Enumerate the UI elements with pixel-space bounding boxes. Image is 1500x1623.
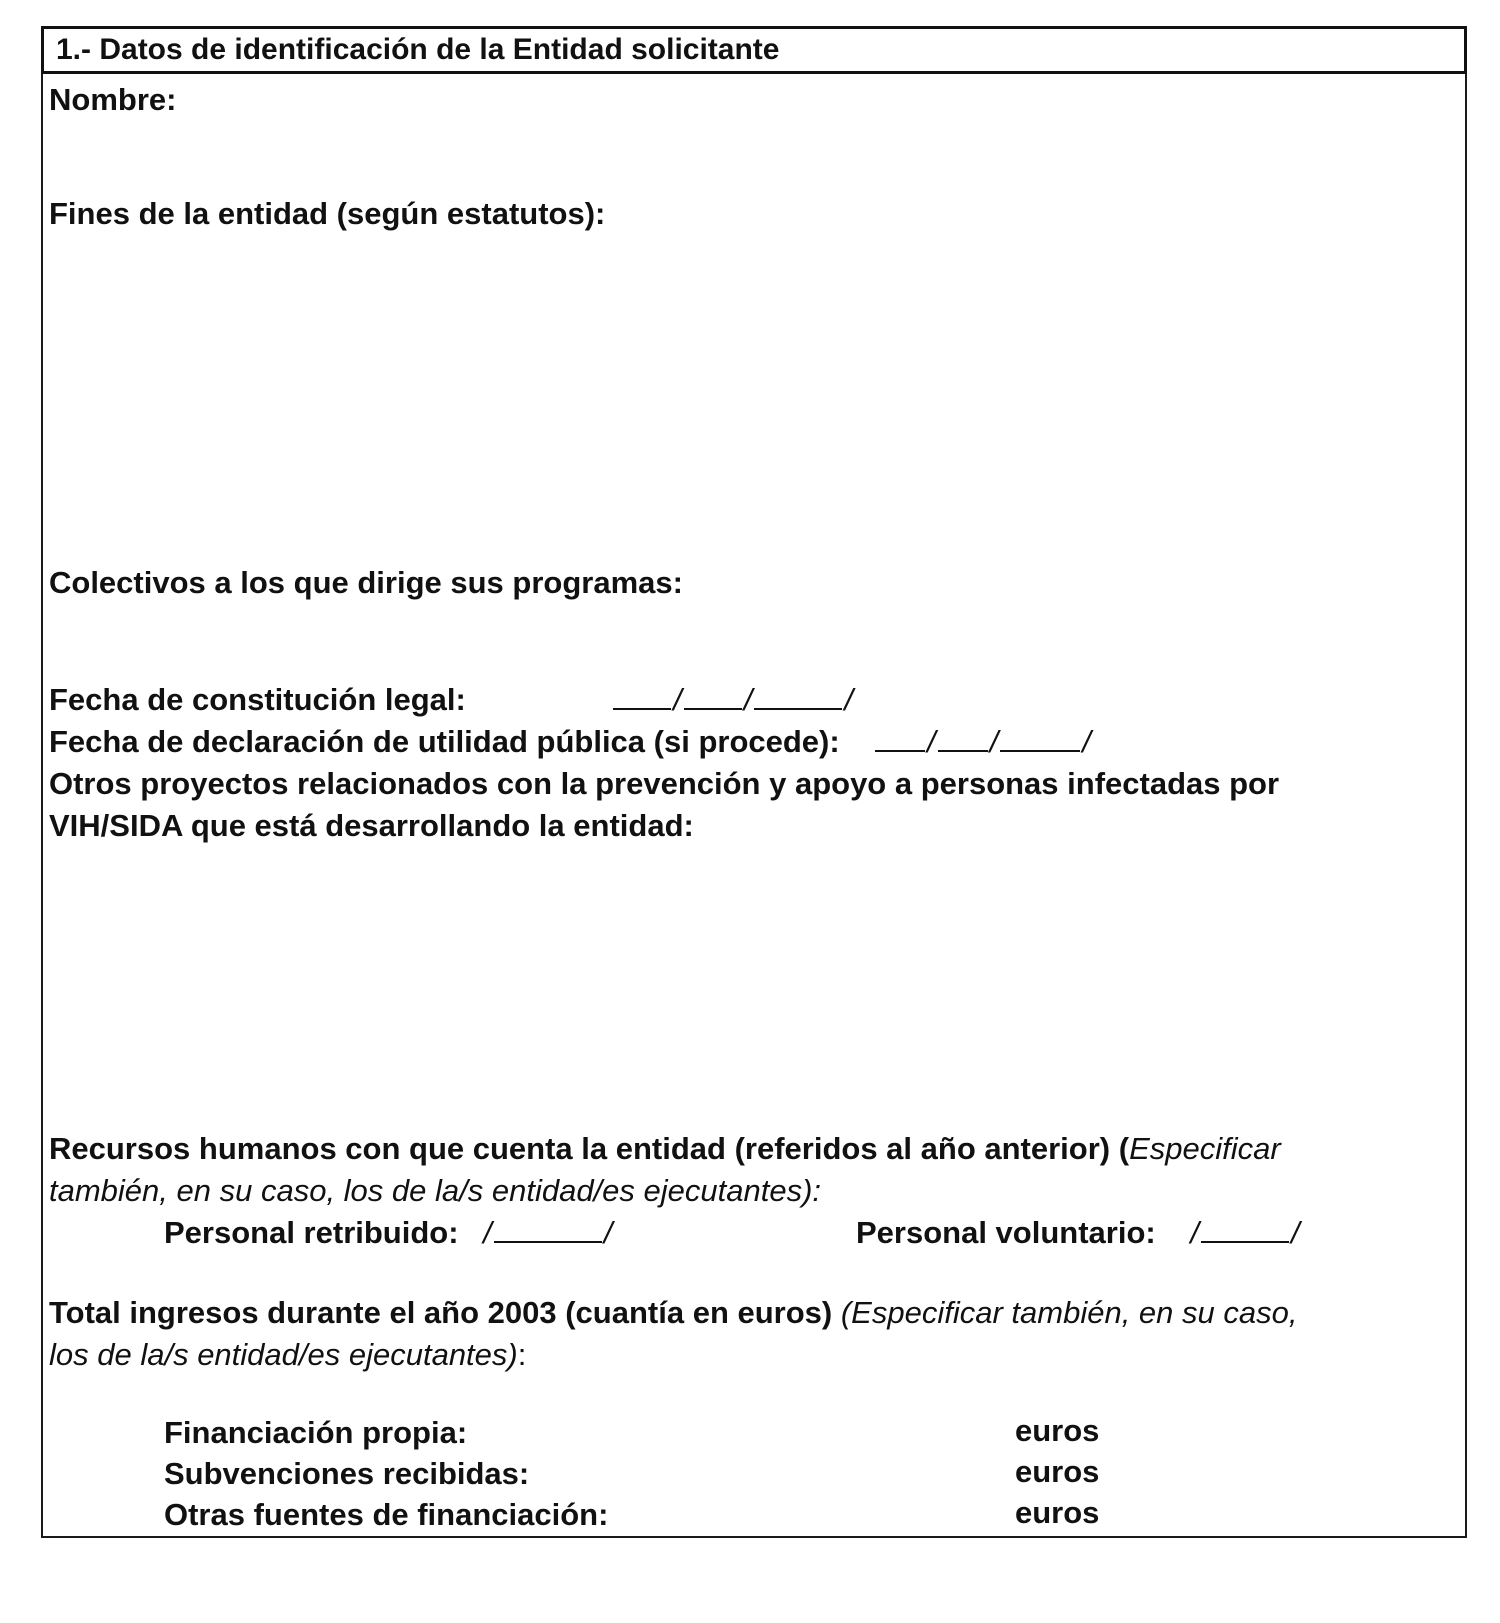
fecha-utilidad-row: [49, 722, 1093, 762]
subvenciones-unit: euros: [1015, 1454, 1100, 1489]
fecha-constitucion-label: Fecha de constitución legal:: [49, 682, 466, 717]
recursos-humanos-note: Especificar: [1129, 1131, 1281, 1166]
colectivos-label: Colectivos a los que dirige sus programas:: [49, 565, 683, 600]
personal-voluntario-label: Personal voluntario:: [856, 1215, 1156, 1250]
personal-retribuido-field[interactable]: [494, 1215, 602, 1243]
nombre-label: Nombre:: [49, 82, 177, 117]
date-separator: /: [743, 682, 753, 717]
otros-proyectos-label-line1: Otros proyectos relacionados con la prevención y apoyo a personas infectadas por: [49, 766, 1280, 801]
date-separator: /: [1082, 724, 1091, 759]
date-separator: /: [673, 682, 682, 717]
personal-voluntario-row: [856, 1213, 1302, 1253]
fecha-utilidad-day-field[interactable]: [875, 724, 925, 752]
colon: :: [517, 1337, 527, 1372]
financiacion-propia-unit: euros: [1015, 1413, 1100, 1448]
subvenciones-label: Subvenciones recibidas:: [164, 1456, 530, 1491]
recursos-humanos-line1: [49, 1129, 1281, 1169]
otras-fuentes-label: Otras fuentes de financiación:: [164, 1497, 609, 1532]
fecha-constitucion-year-field[interactable]: [754, 682, 842, 710]
fecha-utilidad-year-field[interactable]: [1000, 724, 1080, 752]
total-ingresos-label: Total ingresos durante el año 2003 (cuantía en euros): [49, 1295, 833, 1330]
total-ingresos-note-cont: los de la/s entidad/es ejecutantes): [49, 1337, 518, 1372]
fines-label: Fines de la entidad (según estatutos):: [49, 196, 606, 231]
field-separator: /: [483, 1215, 492, 1250]
recursos-humanos-label: Recursos humanos con que cuenta la entidad (referidos al año anterior) (: [49, 1131, 1130, 1166]
fecha-constitucion-row: [49, 680, 855, 720]
field-separator: /: [603, 1215, 613, 1250]
fecha-constitucion-day-field[interactable]: [613, 682, 671, 710]
date-separator: /: [926, 724, 936, 759]
recursos-humanos-line2: también, en su caso, los de la/s entidad/es ejecutantes):: [49, 1173, 822, 1208]
date-separator: /: [844, 682, 853, 717]
date-separator: /: [989, 724, 999, 759]
field-separator: /: [1190, 1215, 1199, 1250]
fecha-utilidad-label: Fecha de declaración de utilidad pública (si procede):: [49, 724, 840, 759]
otras-fuentes-unit: euros: [1015, 1495, 1100, 1530]
personal-retribuido-label: Personal retribuido:: [164, 1215, 459, 1250]
total-ingresos-line2: [49, 1335, 526, 1375]
field-separator: /: [1290, 1215, 1300, 1250]
fecha-utilidad-month-field[interactable]: [938, 724, 988, 752]
total-ingresos-line1: [49, 1293, 1297, 1333]
fecha-constitucion-month-field[interactable]: [684, 682, 742, 710]
otros-proyectos-label-line2: VIH/SIDA que está desarrollando la entidad:: [49, 808, 694, 843]
financiacion-propia-label: Financiación propia:: [164, 1415, 468, 1450]
section-title: 1.- Datos de identificación de la Entidad solicitante: [41, 26, 1467, 74]
personal-voluntario-field[interactable]: [1201, 1215, 1289, 1243]
total-ingresos-note: (Especificar también, en su caso,: [840, 1295, 1298, 1330]
personal-retribuido-row: [164, 1213, 614, 1253]
